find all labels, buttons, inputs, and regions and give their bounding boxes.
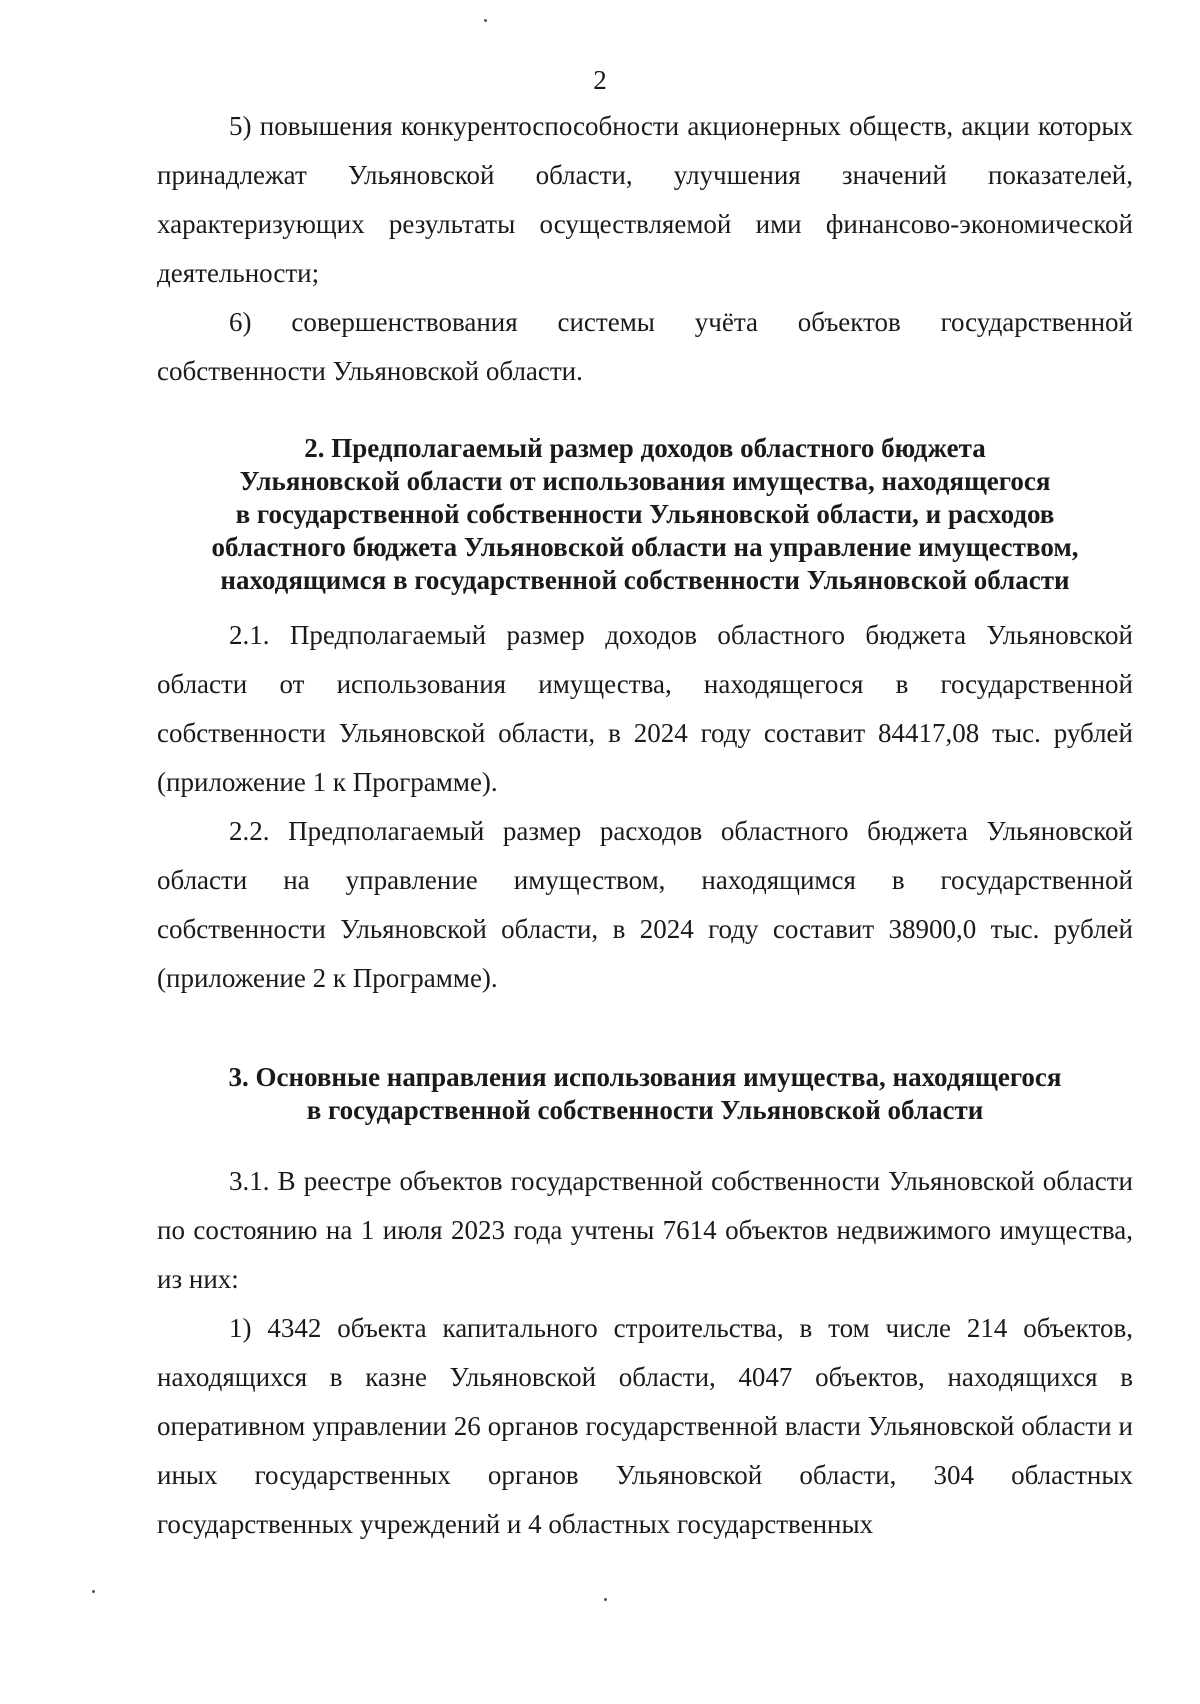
heading-line: в государственной собственности Ульяновской области, и расходов: [235, 499, 1055, 529]
heading-line: находящимся в государственной собственности Ульяновской области: [220, 565, 1070, 595]
list-item-6: 6) совершенствования системы учёта объектов государственной собственности Ульяновской области.: [157, 307, 1133, 386]
page-number: 2: [593, 65, 607, 95]
scan-speck: [604, 1598, 607, 1601]
paragraph-2-2: 2.2. Предполагаемый размер расходов областного бюджета Ульяновской области на управление имуществом, находящимся в государственной собственности Ульяновской области, в 2024 году составит 38900,0 тыс. рублей (приложение 2 к Программе).: [157, 816, 1133, 993]
list-item-1: 1) 4342 объекта капитального строительства, в том числе 214 объектов, находящихся в казне Ульяновской области, 4047 объектов, находящихся в оперативном управлении 26 органов государственной власти Ульяновской области и иных государственных органов Ульяновской области, 304 областных государственных учреждений и 4 областных государственных: [157, 1313, 1133, 1539]
document-body: [157, 102, 1133, 1549]
heading-line: областного бюджета Ульяновской области на управление имуществом,: [211, 532, 1079, 562]
paragraph-2-1: 2.1. Предполагаемый размер доходов областного бюджета Ульяновской области от использования имущества, находящегося в государственной собственности Ульяновской области, в 2024 году составит 84417,08 тыс. рублей (приложение 1 к Программе).: [157, 620, 1133, 797]
heading-line: в государственной собственности Ульяновской области: [306, 1095, 984, 1125]
section-2-heading: [157, 432, 1133, 597]
paragraph-3-1: 3.1. В реестре объектов государственной собственности Ульяновской области по состоянию на 1 июля 2023 года учтены 7614 объектов недвижимого имущества, из них:: [157, 1166, 1133, 1294]
section-3-heading: [157, 1061, 1133, 1127]
heading-line: 2. Предполагаемый размер доходов областного бюджета: [304, 433, 986, 463]
list-item-5: 5) повышения конкурентоспособности акционерных обществ, акции которых принадлежат Ульяновской области, улучшения значений показателей, характеризующих результаты осуществляемой ими финансово-экономической деятельности;: [157, 111, 1133, 288]
scan-speck: [484, 19, 487, 22]
heading-line: Ульяновской области от использования имущества, находящегося: [239, 466, 1051, 496]
scan-speck: [92, 1590, 95, 1593]
heading-line: 3. Основные направления использования имущества, находящегося: [228, 1062, 1062, 1092]
